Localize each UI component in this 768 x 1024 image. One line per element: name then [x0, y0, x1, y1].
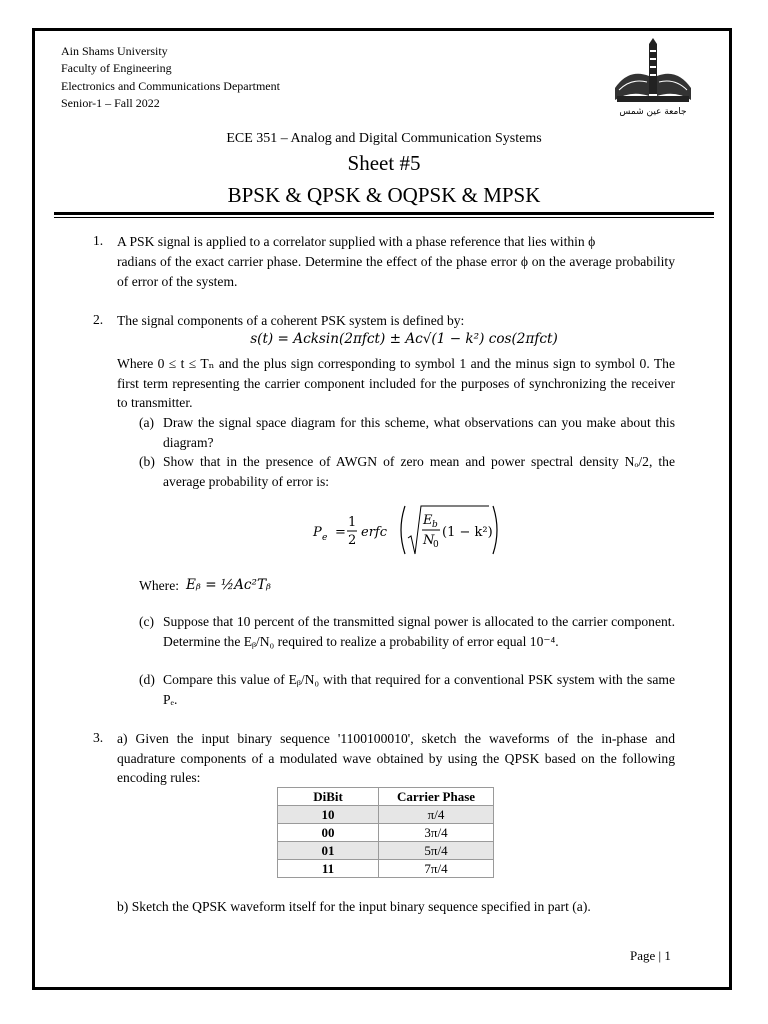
q2-intro: The signal components of a coherent PSK system is defined by:	[117, 313, 465, 328]
university-name: Ain Shams University	[61, 44, 168, 58]
q3-number: 3.	[93, 730, 104, 745]
pe-lhs-sub: e	[322, 533, 328, 543]
pe-n0-sub: 0	[433, 540, 439, 550]
pe-half-num: 1	[348, 515, 357, 530]
title-rule-thin	[54, 217, 714, 218]
title-rule-thick	[54, 212, 714, 215]
table-header-phase: Carrier Phase	[379, 788, 494, 806]
sheet-number: Sheet #5	[347, 151, 421, 175]
q2d-text: Compare this value of Eᵦ/N₀ with that required for a conventional PSK system with the same Pₑ.	[163, 672, 675, 707]
q1-line1: A PSK signal is applied to a correlator supplied with a phase reference that lies within ϕ	[117, 234, 596, 249]
department-name: Electronics and Communications Department	[61, 78, 280, 93]
q2-where-text: Where 0 ≤ t ≤ Tₙ and the plus sign corresponding to symbol 1 and the minus sign to symbol 0. The first term representing the carrier component included for the purposes of synchronizing the receiver to transmitter.	[117, 356, 675, 411]
pe-eb-sub: b	[432, 520, 438, 530]
sheet-topic: BPSK & QPSK & OQPSK & MPSK	[227, 183, 541, 207]
q2-where2-prefix: Where:	[139, 578, 179, 593]
q1-text: radians of the exact carrier phase. Determine the effect of the phase error ϕ on the average probability of error of the system.	[117, 254, 675, 289]
q1-number: 1.	[93, 233, 104, 248]
q2c-text: Suppose that 10 percent of the transmitted signal power is allocated to the carrier component. Determine the Eᵦ/N₀ required to realize a probability of error equal 10⁻⁴.	[163, 614, 675, 649]
pe-eb: E	[423, 513, 433, 528]
header-block	[61, 43, 280, 113]
q2-number: 2.	[93, 312, 104, 327]
page-number: Page | 1	[630, 948, 671, 963]
table-row	[278, 824, 494, 842]
q3a-text: a) Given the input binary sequence '1100100010', sketch the waveforms of the in-phase and quadrature components of a modulated wave obtained by using the QPSK based on the following encoding rules:	[117, 731, 675, 786]
faculty-name: Faculty of Engineering	[61, 61, 172, 76]
q2b-label: (b)	[139, 454, 155, 469]
table-cell-phase: 7π/4	[379, 860, 494, 878]
q2d-label: (d)	[139, 672, 155, 687]
q2-where2-eq: Eᵦ = ½Aᴄ²Tᵦ	[186, 577, 271, 593]
table-cell-dibit: 11	[278, 860, 379, 878]
table-cell-dibit: 10	[278, 806, 379, 824]
pe-equation	[305, 500, 505, 560]
pe-half-den: 2	[348, 533, 357, 548]
pe-erfc: erfc	[361, 525, 387, 540]
table-row	[278, 806, 494, 824]
term-label: Senior-1 – Fall 2022	[61, 96, 160, 111]
table-cell-phase: 5π/4	[379, 842, 494, 860]
q2a-text: Draw the signal space diagram for this scheme, what observations can you make about this diagram?	[163, 415, 675, 450]
table-cell-phase: π/4	[379, 806, 494, 824]
q3b-text: b) Sketch the QPSK waveform itself for the input binary sequence specified in part (a).	[117, 899, 591, 914]
emblem-text: جامعة عين شمس	[619, 107, 687, 117]
table-row	[278, 860, 494, 878]
q2-signal-equation: s(t) = Aᴄksin(2πfᴄt) ± Aᴄ√(1 − k²) cos(2πfᴄt)	[250, 331, 558, 347]
q2c-label: (c)	[139, 614, 155, 629]
table-header-dibit: DiBit	[278, 788, 379, 806]
course-title: ECE 351 – Analog and Digital Communication Systems	[226, 131, 542, 146]
pe-equals: =	[335, 525, 346, 540]
table-row	[278, 842, 494, 860]
pe-lhs: P	[313, 525, 322, 540]
pe-tail: (1 − k²)	[442, 525, 493, 540]
pe-n0: N	[423, 533, 435, 548]
encoding-table	[277, 787, 494, 878]
university-emblem-icon	[609, 38, 697, 126]
q2b-text: Show that in the presence of AWGN of zero mean and power spectral density Nₒ/2, the average probability of error is:	[163, 454, 675, 489]
q2a-label: (a)	[139, 415, 155, 430]
table-header-row	[278, 788, 494, 806]
table-cell-dibit: 01	[278, 842, 379, 860]
table-cell-dibit: 00	[278, 824, 379, 842]
table-cell-phase: 3π/4	[379, 824, 494, 842]
